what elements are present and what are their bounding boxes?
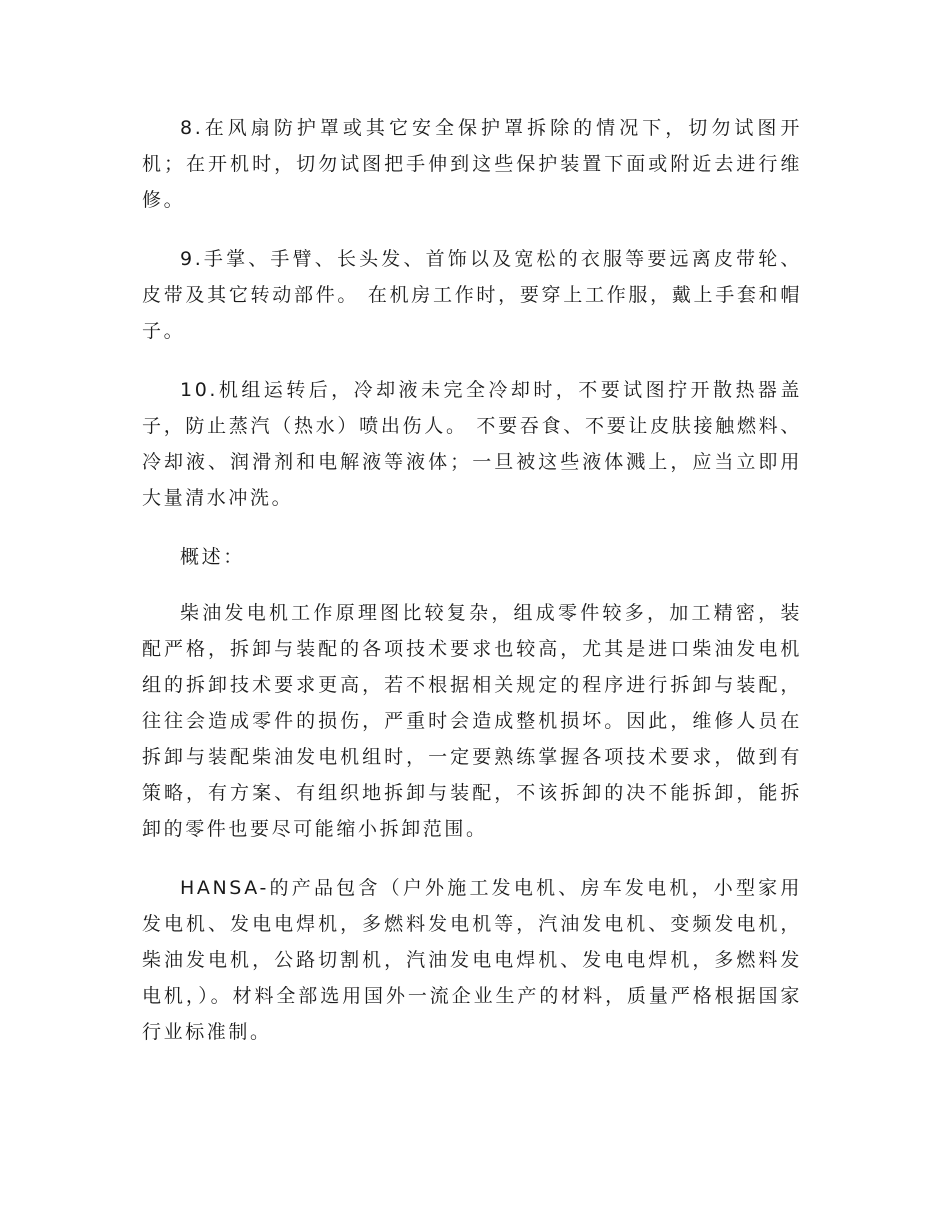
- paragraph-products: HANSA-的产品包含（户外施工发电机、房车发电机，小型家用发电机、发电电焊机，多燃料发电机等，汽油发电机、变频发电机，柴油发电机，公路切割机，汽油发电电焊机、发电电焊机，多燃料发电机，）。材料全部选用国外一流企业生产的材料，质量严格根据国家行业标准制。: [142, 877, 802, 1043]
- document-body: [142, 110, 802, 1073]
- paragraph-safety-9: 9.手掌、手臂、长头发、首饰以及宽松的衣服等要远离皮带轮、皮带及其它转动部件。 在机房工作时，要穿上工作服，戴上手套和帽子。: [142, 248, 802, 342]
- paragraph-safety-10: 10.机组运转后，冷却液未完全冷却时，不要试图拧开散热器盖子，防止蒸汽（热水）喷出伤人。 不要吞食、不要让皮肤接触燃料、冷却液、润滑剂和电解液等液体；一旦被这些液体溅上，应当立即用大量清水冲洗。: [142, 379, 802, 509]
- paragraph-overview: 柴油发电机工作原理图比较复杂，组成零件较多，加工精密，装配严格，拆卸与装配的各项技术要求也较高，尤其是进口柴油发电机组的拆卸技术要求更高，若不根据相关规定的程序进行拆卸与装配，往往会造成零件的损伤，严重时会造成整机损坏。因此，维修人员在拆卸与装配柴油发电机组时，一定要熟练掌握各项技术要求，做到有策略，有方案、有组织地拆卸与装配，不该拆卸的决不能拆卸，能拆卸的零件也要尽可能缩小拆卸范围。: [142, 602, 802, 840]
- paragraph-safety-8: 8.在风扇防护罩或其它安全保护罩拆除的情况下，切勿试图开机；在开机时，切勿试图把手伸到这些保护装置下面或附近去进行维修。: [142, 117, 802, 211]
- section-heading-overview: 概述：: [180, 546, 245, 568]
